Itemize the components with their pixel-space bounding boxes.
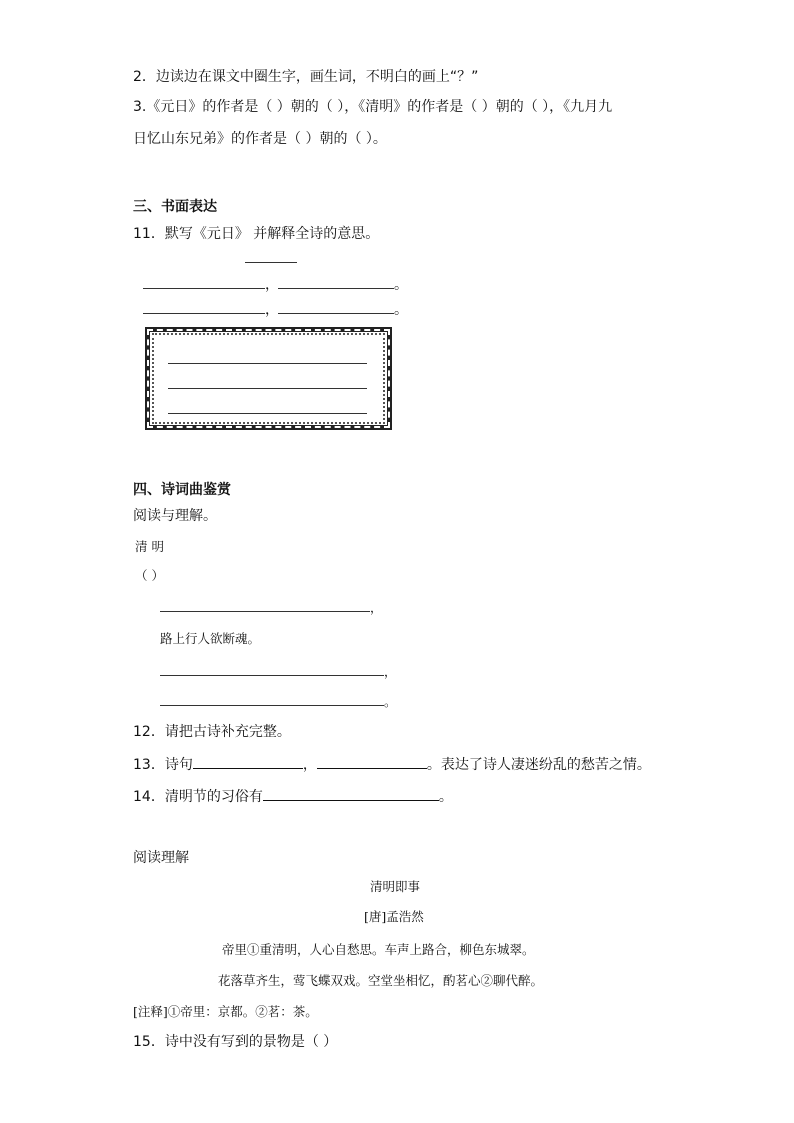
question-13-prefix: 13．诗句 <box>133 757 193 773</box>
poem-blank-line-1a <box>143 288 265 289</box>
answer-blank <box>263 786 439 801</box>
comma: ， <box>265 277 279 293</box>
poem2-author: [唐]孟浩然 <box>364 909 424 924</box>
poem-line-3-blank <box>160 675 384 676</box>
poem-blank-line-2a <box>143 313 265 314</box>
section-three-heading: 三、书面表达 <box>133 199 217 215</box>
meaning-blank-line-1 <box>168 363 367 364</box>
poem-blank-line-2b <box>278 313 394 314</box>
comma: ， <box>265 302 279 318</box>
poem2-notes: [注释]①帝里：京都。②茗：茶。 <box>133 1004 318 1019</box>
poem2-line-2: 花落草齐生，莺飞蝶双戏。空堂坐相忆，酌茗心②聊代醉。 <box>218 973 544 988</box>
question-13-suffix: 。表达了诗人凄迷纷乱的愁苦之情。 <box>426 757 651 773</box>
question-3-line-2: 日忆山东兄弟》的作者是（ ）朝的（ ）。 <box>133 131 387 147</box>
comma: ， <box>384 664 397 679</box>
section-four-intro: 阅读与理解。 <box>133 508 217 524</box>
question-13 <box>133 754 651 774</box>
meaning-blank-line-3 <box>168 413 367 414</box>
poem-line-4-blank <box>160 705 384 706</box>
poem-known-line: 路上行人欲断魂。 <box>160 631 261 646</box>
poem-title: 清 明 <box>135 539 164 554</box>
period: 。 <box>394 302 408 318</box>
answer-frame-inner <box>152 333 385 424</box>
poem2-title: 清明即事 <box>370 879 421 894</box>
poem2-line-1: 帝里①重清明，人心自愁思。车声上路合，柳色东城翠。 <box>222 942 535 957</box>
question-3-line-1: 3.《元日》的作者是（ ）朝的（ ），《清明》的作者是（ ）朝的（ ），《九月九 <box>133 99 613 115</box>
question-2: 2．边读边在课文中圈生字，画生词，不明白的画上“？” <box>133 69 479 85</box>
period: 。 <box>394 277 408 293</box>
title-blank-line <box>245 262 297 263</box>
comma: ， <box>370 600 383 615</box>
question-14-suffix: 。 <box>438 789 453 805</box>
question-15: 15．诗中没有写到的景物是（ ） <box>133 1034 338 1050</box>
period: 。 <box>384 694 397 709</box>
question-11: 11．默写《元日》 并解释全诗的意思。 <box>133 226 380 242</box>
poem-author-blank: （ ） <box>135 568 164 583</box>
poem-blank-line-1b <box>278 288 394 289</box>
answer-blank <box>317 754 427 769</box>
question-12: 12．请把古诗补充完整。 <box>133 724 291 740</box>
question-13-comma: ， <box>302 757 317 773</box>
meaning-blank-line-2 <box>168 388 367 389</box>
poem-line-1-blank <box>160 611 370 612</box>
section-four-heading: 四、诗词曲鉴赏 <box>133 482 231 498</box>
question-14-prefix: 14．清明节的习俗有 <box>133 789 263 805</box>
reading-intro: 阅读理解 <box>133 850 189 866</box>
question-14 <box>133 786 453 806</box>
answer-blank <box>193 754 303 769</box>
